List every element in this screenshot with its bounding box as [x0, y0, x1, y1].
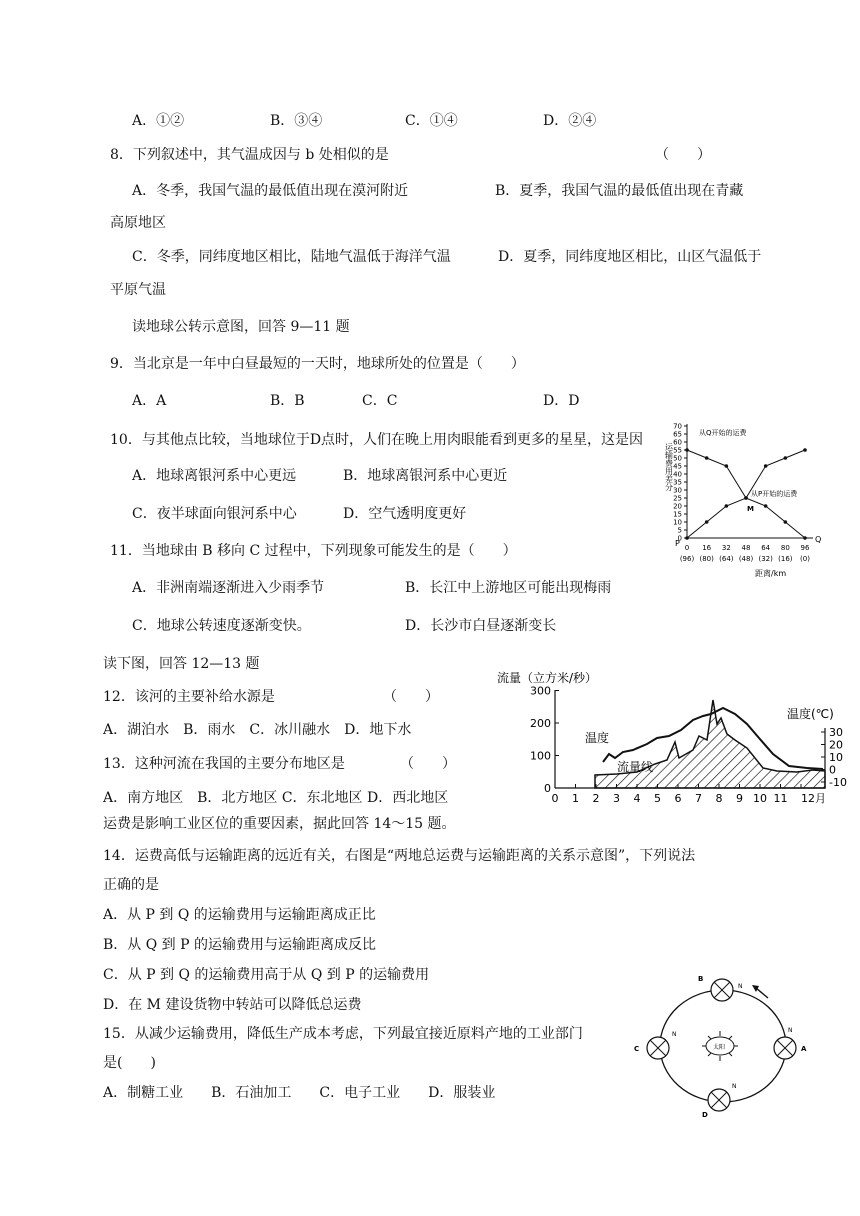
earth-c-icon [647, 1037, 669, 1059]
freight-y-tick-label: 35 [673, 478, 682, 487]
river-flow-chart [497, 668, 855, 810]
earth-a-icon [774, 1037, 796, 1059]
q15-stem: 15．从减少运输费用，降低生产成本考虑，下列最宜接近原料产地的工业部门 [103, 1026, 583, 1042]
freight-data-point [685, 448, 689, 452]
freight-y-tick-label: 60 [673, 438, 682, 447]
q14-option-b: B．从 Q 到 P 的运输费用与运输距离成反比 [103, 937, 376, 953]
river-x-tick-label: 1 [572, 792, 579, 805]
freight-y-tick-label: 5 [677, 526, 682, 535]
q8-option-c: C．冬季，同纬度地区相比，陆地气温低于海洋气温 [132, 249, 451, 265]
q11-stem: 11．当地球由 B 移向 C 过程中，下列现象可能发生的是（ ） [110, 543, 517, 559]
freight-x-tick-label-rev: (96) [679, 555, 695, 563]
freight-data-point [705, 456, 709, 460]
q8-option-a: A．冬季，我国气温的最低值出现在漠河附近 [132, 183, 409, 199]
river-x-tick-label: 8 [715, 792, 723, 805]
q10-option-d: D．空气透明度更好 [343, 506, 467, 522]
freight-y-tick-label: 30 [673, 486, 682, 495]
q12-options: A．湖泊水 B．雨水 C．冰川融水 D．地下水 [103, 722, 412, 738]
q8-option-b-cont: 高原地区 [110, 215, 166, 231]
q7-option-a: A．①② [132, 113, 185, 129]
q10-option-b: B．地球离银河系中心更近 [343, 468, 508, 484]
freight-data-point [803, 536, 807, 540]
river-x-tick-label: 2 [592, 792, 600, 805]
freight-x-tick-label: 48 [741, 544, 751, 552]
q13-stem: 13．这种河流在我国的主要分布地区是 [103, 756, 345, 772]
freight-data-point [725, 464, 729, 468]
q9-option-b: B．B [270, 393, 305, 409]
freight-y-tick-label: 45 [673, 462, 682, 471]
freight-y-tick-label: 65 [673, 430, 682, 439]
earth-d-icon [708, 1089, 730, 1111]
intro-14-15: 运费是影响工业区位的重要因素，据此回答 14～15 题。 [103, 816, 456, 832]
q11-option-b: B．长江中上游地区可能出现梅雨 [405, 580, 612, 596]
freight-y-tick-label: 50 [673, 454, 682, 463]
freight-x-ticks [680, 544, 810, 563]
freight-x-tick-label: 80 [780, 544, 790, 552]
q10-stem: 10．与其他点比较，当地球位于D点时，人们在晚上用肉眼能看到更多的星星，这是因 [110, 432, 644, 448]
freight-x-tick-label-rev: (80) [699, 555, 714, 563]
freight-x-tick-label: 64 [761, 544, 771, 552]
freight-xlabel: 距离/km [755, 569, 787, 578]
freight-x-tick-label: 32 [721, 544, 731, 552]
river-y2-tick-label: 10 [829, 751, 843, 764]
river-x-tick-label: 12月 [801, 792, 826, 805]
freight-y-tick-label: 70 [673, 422, 682, 431]
freight-y-tick-label: 10 [673, 518, 682, 527]
q15-options: A．制糖工业 B．石油加工 C．电子工业 D．服装业 [103, 1085, 496, 1101]
freight-data-point [803, 448, 807, 452]
q11-option-d: D．长沙市白昼逐渐变长 [405, 618, 557, 634]
q7-option-b: B．③④ [270, 113, 323, 129]
label-c: C [634, 1045, 640, 1053]
q7-option-d: D．②④ [543, 113, 597, 129]
river-x-tick-label: 6 [674, 792, 682, 805]
intro-9-11: 读地球公转示意图，回答 9—11 题 [132, 319, 350, 335]
q8-option-b: B．夏季，我国气温的最低值出现在青藏 [495, 183, 744, 199]
freight-x-tick-label-rev: (0) [800, 555, 810, 563]
legend-from-p: 从P开始的运费 [751, 490, 798, 498]
q9-stem: 9．当北京是一年中白昼最短的一天时，地球所处的位置是（ ） [110, 356, 525, 372]
freight-x-tick-label: 96 [800, 544, 810, 552]
q11-option-c: C．地球公转速度逐渐变快。 [132, 618, 311, 634]
q14-option-a: A．从 P 到 Q 的运输费用与运输距离成正比 [103, 907, 376, 923]
north-c: N [672, 1031, 677, 1038]
river-x-tick-label: 0 [551, 792, 559, 805]
q9-option-c: C．C [362, 393, 398, 409]
freight-y-tick-label: 40 [673, 470, 682, 479]
q8-option-d-cont: 平原气温 [110, 282, 166, 298]
freight-data-point [784, 456, 788, 460]
q14-option-d: D．在 M 建设货物中转站可以降低总运费 [103, 997, 362, 1013]
freight-data-point [784, 520, 788, 524]
river-y2-tick-label: 30 [829, 726, 843, 739]
river-x-tick-label: 7 [695, 792, 702, 805]
earth-b-icon [711, 979, 733, 1001]
label-a: A [801, 1045, 807, 1053]
q11-option-a: A．非洲南端逐渐进入少雨季节 [132, 580, 325, 596]
freight-x-tick-label-rev: (48) [738, 555, 754, 563]
freight-chart [655, 418, 825, 583]
label-d: D [702, 1111, 708, 1119]
north-b: N [738, 983, 743, 990]
river-y2label: 温度(℃) [787, 707, 834, 721]
river-y-tick-label: 100 [530, 749, 551, 763]
river-ylabel: 流量（立方米/秒） [497, 671, 598, 685]
freight-x-tick-label-rev: (16) [778, 555, 793, 563]
river-x-tick-label: 11 [773, 792, 788, 805]
river-y-tick-label: 0 [544, 782, 551, 795]
freight-x-tick-label-rev: (64) [719, 555, 734, 563]
label-b: B [698, 975, 704, 983]
freight-x-tick-label-rev: (32) [758, 555, 773, 563]
freight-data-point [744, 496, 748, 500]
series-line-from-p [687, 498, 805, 538]
orbit-direction-arrow [756, 988, 768, 998]
point-m-label: M [747, 505, 754, 513]
q8-answer-bracket: （ ） [655, 147, 711, 163]
flow-line-label: 流量线 [617, 760, 654, 774]
river-y2-tick-label: 0 [829, 763, 836, 777]
orbit-diagram [628, 970, 818, 1120]
river-y2-tick-label: 20 [829, 738, 843, 752]
river-y-tick-label: 200 [530, 717, 551, 730]
river-x-tick-label: 3 [613, 792, 620, 805]
freight-data-point [705, 520, 709, 524]
q9-option-d: D．D [543, 393, 580, 409]
q10-option-a: A．地球离银河系中心更远 [132, 468, 297, 484]
freight-data-point [725, 504, 729, 508]
q14-stem-cont: 正确的是 [103, 877, 159, 893]
q8-option-d: D．夏季，同纬度地区相比，山区气温低于 [498, 249, 762, 265]
freight-data-point [764, 504, 768, 508]
north-d: N [732, 1083, 737, 1090]
freight-x-tick-label: 16 [702, 544, 712, 552]
sun-label: 太阳 [713, 1044, 726, 1051]
q12-stem: 12．该河的主要补给水源是 [103, 689, 275, 705]
q7-option-c: C．①④ [405, 113, 458, 129]
q8-stem: 8．下列叙述中，其气温成因与 b 处相似的是 [110, 147, 389, 163]
q12-answer-bracket: （ ） [383, 689, 439, 705]
freight-y-tick-label: 0 [677, 534, 682, 543]
river-x-tick-label: 10 [753, 792, 767, 805]
freight-y-ticks [673, 423, 687, 543]
right-end-q: Q [815, 535, 822, 544]
freight-y-tick-label: 20 [673, 502, 682, 511]
temperature-label: 温度 [585, 731, 610, 745]
freight-y-tick-label: 25 [673, 494, 682, 503]
freight-x-tick-label: 0 [684, 544, 690, 552]
freight-y-tick-label: 15 [673, 510, 682, 519]
river-x-tick-label: 5 [654, 792, 661, 805]
intro-12-13: 读下图，回答 12—13 题 [103, 656, 260, 672]
freight-data-point [764, 464, 768, 468]
left-end-p: P [675, 539, 680, 548]
arrow-head-icon [752, 985, 759, 992]
freight-y-tick-label: 55 [673, 446, 682, 455]
river-x-tick-label: 4 [633, 792, 641, 805]
q14-option-c: C．从 P 到 Q 的运输费用高于从 Q 到 P 的运输费用 [103, 967, 430, 983]
freight-data-point [685, 536, 689, 540]
q13-options: A．南方地区 B．北方地区 C．东北地区 D．西北地区 [103, 790, 449, 806]
q13-answer-bracket: （ ） [400, 756, 456, 772]
river-y2-tick-label: -10 [829, 776, 847, 789]
q15-stem-cont: 是( ) [103, 1055, 156, 1071]
river-x-tick-label: 9 [736, 792, 743, 805]
freight-ylabel: 运输费用差分 [664, 443, 674, 491]
river-y-tick-label: 300 [530, 684, 551, 698]
q9-option-a: A．A [132, 393, 167, 409]
q10-option-c: C．夜半球面向银河系中心 [132, 506, 297, 522]
legend-from-q: 从Q开始的运费 [699, 429, 747, 437]
north-a: N [788, 1027, 793, 1034]
q14-stem: 14．运费高低与运输距离的远近有关，右图是“两地总运费与运输距离的关系示意图”，下列说法 [103, 848, 696, 864]
